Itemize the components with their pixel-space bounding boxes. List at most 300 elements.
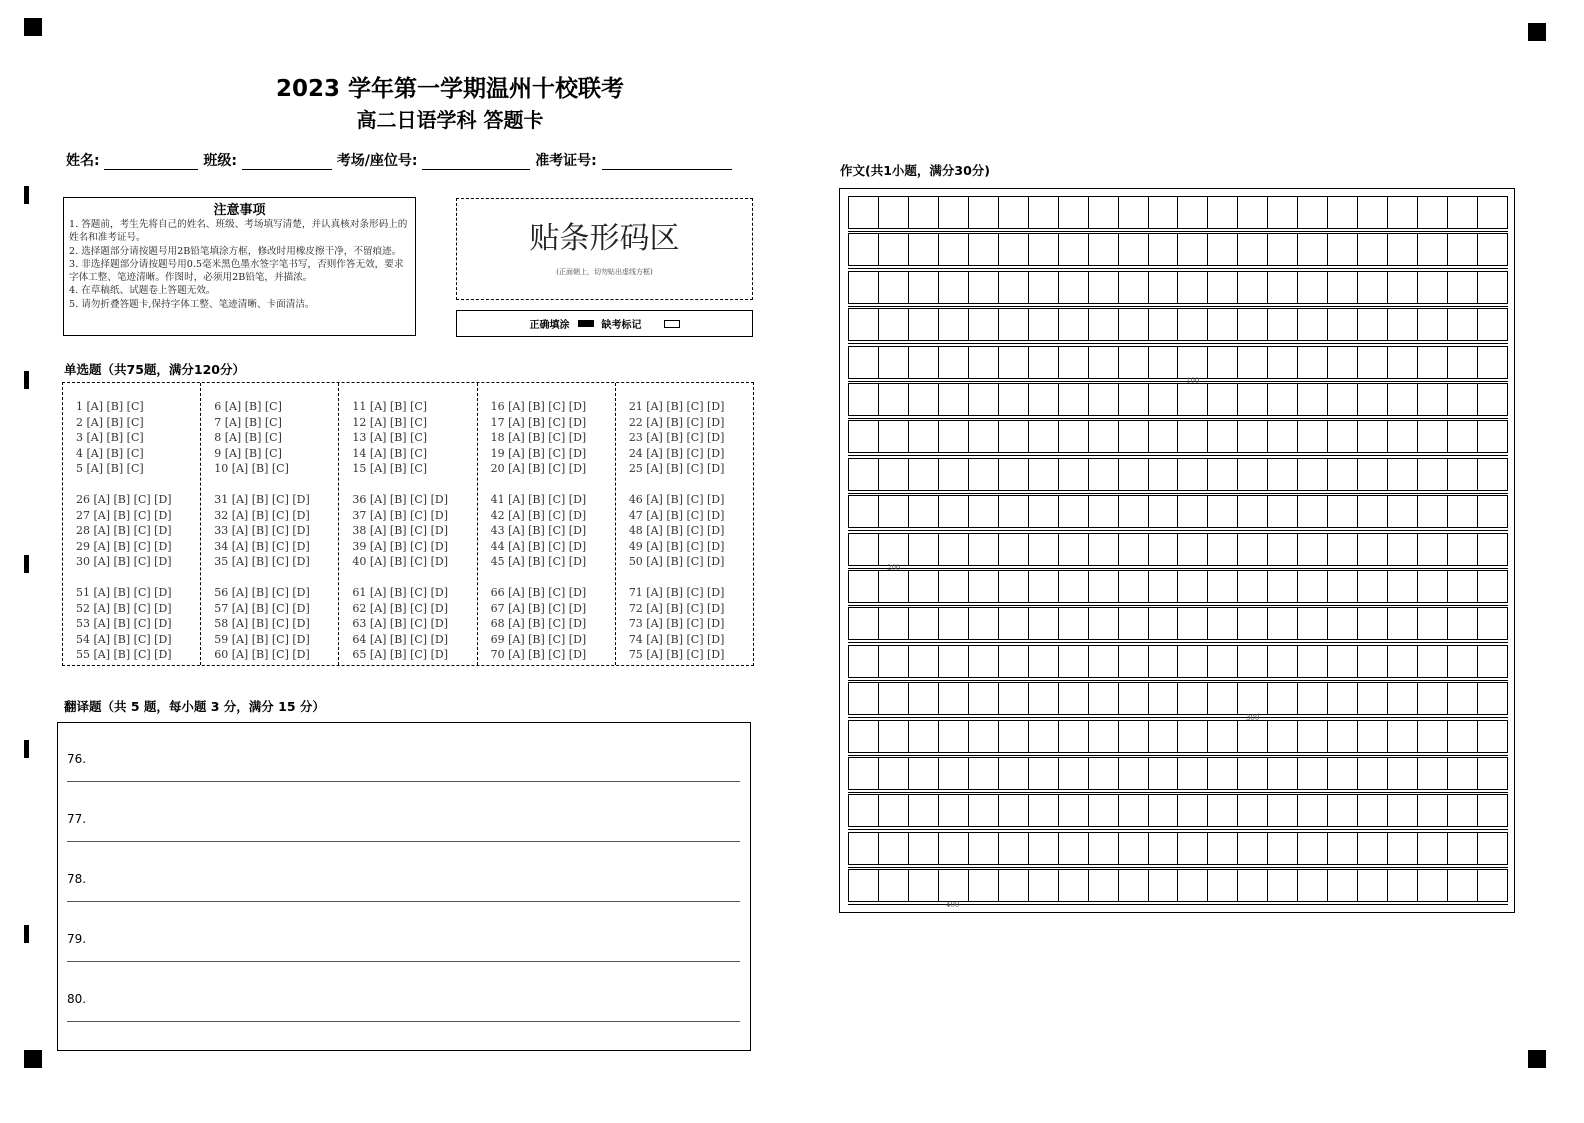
mc-question[interactable]: 66 [A] [B] [C] [D] [490,586,587,599]
essay-cell[interactable] [969,421,999,452]
essay-cell[interactable] [1358,646,1388,677]
essay-cell[interactable] [849,870,879,901]
essay-cell[interactable] [1478,870,1507,901]
essay-cell[interactable] [1448,347,1478,378]
essay-cell[interactable] [1238,870,1268,901]
essay-cell[interactable] [849,272,879,303]
essay-cell[interactable] [1478,683,1507,714]
essay-cell[interactable] [1418,459,1448,490]
essay-cell[interactable] [1029,496,1059,527]
essay-cell[interactable] [1328,795,1358,826]
essay-cell[interactable] [1178,309,1208,340]
essay-cell[interactable] [849,347,879,378]
essay-cell[interactable] [1478,496,1507,527]
essay-cell[interactable] [879,721,909,752]
essay-cell[interactable] [909,534,939,565]
essay-cell[interactable] [1328,833,1358,864]
essay-cell[interactable] [1358,571,1388,602]
essay-cell[interactable] [1238,197,1268,228]
mc-question[interactable]: 36 [A] [B] [C] [D] [352,493,448,506]
essay-cell[interactable] [909,795,939,826]
essay-cell[interactable] [999,347,1029,378]
essay-cell[interactable] [879,272,909,303]
essay-cell[interactable] [999,384,1029,415]
essay-cell[interactable] [1149,608,1179,639]
essay-cell[interactable] [1149,347,1179,378]
essay-cell[interactable] [879,496,909,527]
essay-cell[interactable] [1238,721,1268,752]
essay-cell[interactable] [1119,646,1149,677]
essay-cell[interactable] [1418,608,1448,639]
essay-cell[interactable] [1418,758,1448,789]
essay-cell[interactable] [1149,795,1179,826]
mc-question[interactable]: 1 [A] [B] [C] [76,400,144,413]
essay-cell[interactable] [1238,272,1268,303]
mc-question[interactable]: 54 [A] [B] [C] [D] [76,632,172,646]
essay-cell[interactable] [1089,870,1119,901]
mc-question[interactable]: 75 [A] [B] [C] [D] [628,648,725,661]
essay-cell[interactable] [1298,721,1328,752]
essay-cell[interactable] [1418,870,1448,901]
essay-cell[interactable] [1178,870,1208,901]
essay-cell[interactable] [1238,421,1268,452]
essay-cell[interactable] [1178,421,1208,452]
mc-question[interactable]: 53 [A] [B] [C] [D] [76,617,172,630]
essay-cell[interactable] [1178,571,1208,602]
essay-cell[interactable] [939,795,969,826]
mc-question[interactable]: 2 [A] [B] [C] [76,415,144,429]
essay-cell[interactable] [1328,646,1358,677]
essay-cell[interactable] [1149,833,1179,864]
essay-cell[interactable] [939,496,969,527]
mc-question[interactable]: 50 [A] [B] [C] [D] [628,555,725,568]
essay-cell[interactable] [1119,234,1149,265]
essay-cell[interactable] [1298,646,1328,677]
essay-cell[interactable] [1208,608,1238,639]
essay-cell[interactable] [909,646,939,677]
essay-cell[interactable] [969,309,999,340]
essay-cell[interactable] [1238,459,1268,490]
essay-cell[interactable] [1029,384,1059,415]
essay-cell[interactable] [1119,608,1149,639]
essay-cell[interactable] [1149,272,1179,303]
essay-cell[interactable] [1178,272,1208,303]
essay-cell[interactable] [1208,833,1238,864]
mc-question[interactable]: 71 [A] [B] [C] [D] [628,586,725,599]
essay-cell[interactable] [939,534,969,565]
mc-question[interactable]: 65 [A] [B] [C] [D] [352,648,448,661]
essay-cell[interactable] [1149,384,1179,415]
essay-cell[interactable] [1029,646,1059,677]
essay-cell[interactable] [909,870,939,901]
essay-cell[interactable] [849,534,879,565]
class-field[interactable] [242,155,332,170]
essay-cell[interactable] [1059,758,1089,789]
essay-cell[interactable] [849,833,879,864]
essay-cell[interactable] [1448,309,1478,340]
essay-cell[interactable] [1089,197,1119,228]
essay-cell[interactable] [1029,309,1059,340]
essay-cell[interactable] [1238,347,1268,378]
mc-question[interactable]: 5 [A] [B] [C] [76,462,144,475]
essay-cell[interactable] [1059,496,1089,527]
essay-cell[interactable] [909,197,939,228]
essay-cell[interactable] [939,571,969,602]
essay-cell[interactable] [1208,758,1238,789]
mc-question[interactable]: 70 [A] [B] [C] [D] [490,648,587,661]
essay-cell[interactable] [1178,384,1208,415]
essay-cell[interactable] [879,384,909,415]
mc-question[interactable]: 62 [A] [B] [C] [D] [352,601,448,615]
essay-cell[interactable] [1298,870,1328,901]
essay-cell[interactable] [879,309,909,340]
essay-cell[interactable] [1268,571,1298,602]
essay-cell[interactable] [1388,608,1418,639]
essay-cell[interactable] [1298,496,1328,527]
essay-cell[interactable] [1208,571,1238,602]
essay-cell[interactable] [1298,309,1328,340]
essay-cell[interactable] [1238,646,1268,677]
essay-cell[interactable] [1178,683,1208,714]
essay-cell[interactable] [999,646,1029,677]
essay-cell[interactable] [1388,197,1418,228]
mc-question[interactable]: 56 [A] [B] [C] [D] [214,586,310,599]
essay-cell[interactable] [1328,272,1358,303]
essay-cell[interactable] [1208,870,1238,901]
essay-cell[interactable] [1388,459,1418,490]
essay-cell[interactable] [1478,272,1507,303]
essay-cell[interactable] [939,758,969,789]
mc-question[interactable]: 13 [A] [B] [C] [352,431,428,444]
essay-cell[interactable] [969,347,999,378]
essay-cell[interactable] [1448,496,1478,527]
essay-cell[interactable] [1178,758,1208,789]
essay-cell[interactable] [1238,758,1268,789]
essay-cell[interactable] [1328,571,1358,602]
essay-cell[interactable] [1029,870,1059,901]
essay-cell[interactable] [969,571,999,602]
essay-cell[interactable] [1238,571,1268,602]
mc-question[interactable]: 25 [A] [B] [C] [D] [628,462,725,475]
essay-cell[interactable] [1029,721,1059,752]
essay-cell[interactable] [849,571,879,602]
essay-cell[interactable] [1089,272,1119,303]
mc-question[interactable]: 29 [A] [B] [C] [D] [76,539,172,553]
mc-question[interactable]: 47 [A] [B] [C] [D] [628,508,725,522]
absent-checkbox[interactable] [664,320,680,328]
essay-cell[interactable] [909,421,939,452]
essay-cell[interactable] [1328,496,1358,527]
essay-cell[interactable] [1208,459,1238,490]
mc-question[interactable]: 49 [A] [B] [C] [D] [628,539,725,553]
essay-cell[interactable] [1388,421,1418,452]
essay-cell[interactable] [939,309,969,340]
mc-question[interactable]: 72 [A] [B] [C] [D] [628,601,725,615]
mc-question[interactable]: 19 [A] [B] [C] [D] [490,446,587,460]
essay-cell[interactable] [969,272,999,303]
essay-cell[interactable] [879,870,909,901]
essay-cell[interactable] [1388,795,1418,826]
essay-cell[interactable] [849,234,879,265]
essay-cell[interactable] [1268,272,1298,303]
mc-question[interactable]: 20 [A] [B] [C] [D] [490,462,587,475]
essay-cell[interactable] [1448,721,1478,752]
essay-cell[interactable] [1238,234,1268,265]
mc-question[interactable]: 67 [A] [B] [C] [D] [490,601,587,615]
mc-question[interactable]: 24 [A] [B] [C] [D] [628,446,725,460]
essay-cell[interactable] [939,608,969,639]
essay-cell[interactable] [1268,197,1298,228]
mc-question[interactable]: 26 [A] [B] [C] [D] [76,493,172,506]
essay-cell[interactable] [1448,234,1478,265]
essay-cell[interactable] [879,197,909,228]
essay-cell[interactable] [1418,234,1448,265]
essay-cell[interactable] [879,758,909,789]
mc-question[interactable]: 57 [A] [B] [C] [D] [214,601,310,615]
mc-question[interactable]: 3 [A] [B] [C] [76,431,144,444]
answer-line[interactable] [67,901,740,902]
essay-cell[interactable] [1298,272,1328,303]
mc-question[interactable]: 41 [A] [B] [C] [D] [490,493,587,506]
essay-cell[interactable] [849,721,879,752]
essay-cell[interactable] [939,421,969,452]
mc-question[interactable]: 68 [A] [B] [C] [D] [490,617,587,630]
mc-question[interactable]: 12 [A] [B] [C] [352,415,428,429]
essay-cell[interactable] [1418,721,1448,752]
essay-cell[interactable] [939,384,969,415]
essay-cell[interactable] [1478,421,1507,452]
essay-cell[interactable] [1358,683,1388,714]
essay-cell[interactable] [969,496,999,527]
essay-cell[interactable] [1478,234,1507,265]
essay-cell[interactable] [1029,421,1059,452]
essay-cell[interactable] [1119,272,1149,303]
mc-question[interactable]: 32 [A] [B] [C] [D] [214,508,310,522]
essay-cell[interactable] [1358,459,1388,490]
essay-cell[interactable] [1089,309,1119,340]
essay-cell[interactable] [1119,795,1149,826]
essay-cell[interactable] [1268,833,1298,864]
essay-cell[interactable] [1089,347,1119,378]
mc-question[interactable]: 52 [A] [B] [C] [D] [76,601,172,615]
essay-cell[interactable] [1119,870,1149,901]
essay-cell[interactable] [1268,459,1298,490]
essay-cell[interactable] [1298,683,1328,714]
essay-cell[interactable] [1119,571,1149,602]
essay-cell[interactable] [1448,459,1478,490]
essay-cell[interactable] [849,608,879,639]
mc-question[interactable]: 30 [A] [B] [C] [D] [76,555,172,568]
essay-cell[interactable] [1149,459,1179,490]
essay-cell[interactable] [879,833,909,864]
essay-cell[interactable] [939,459,969,490]
essay-cell[interactable] [1178,833,1208,864]
mc-question[interactable]: 46 [A] [B] [C] [D] [628,493,725,506]
essay-cell[interactable] [1029,683,1059,714]
essay-cell[interactable] [969,534,999,565]
essay-cell[interactable] [1238,795,1268,826]
essay-cell[interactable] [1149,683,1179,714]
mc-question[interactable]: 27 [A] [B] [C] [D] [76,508,172,522]
essay-cell[interactable] [1029,571,1059,602]
essay-cell[interactable] [1119,534,1149,565]
essay-cell[interactable] [1298,197,1328,228]
essay-cell[interactable] [1388,384,1418,415]
essay-cell[interactable] [1478,384,1507,415]
essay-cell[interactable] [1029,234,1059,265]
essay-cell[interactable] [1178,646,1208,677]
essay-cell[interactable] [999,795,1029,826]
essay-cell[interactable] [1328,608,1358,639]
essay-cell[interactable] [1358,721,1388,752]
essay-cell[interactable] [1238,309,1268,340]
essay-cell[interactable] [1149,534,1179,565]
essay-cell[interactable] [1448,646,1478,677]
essay-cell[interactable] [1208,534,1238,565]
essay-cell[interactable] [1178,347,1208,378]
mc-question[interactable]: 6 [A] [B] [C] [214,400,282,413]
mc-question[interactable]: 15 [A] [B] [C] [352,462,428,475]
essay-cell[interactable] [1059,571,1089,602]
essay-cell[interactable] [909,571,939,602]
essay-cell[interactable] [1388,234,1418,265]
mc-question[interactable]: 11 [A] [B] [C] [352,400,428,413]
essay-cell[interactable] [1328,347,1358,378]
essay-cell[interactable] [1268,608,1298,639]
essay-cell[interactable] [999,496,1029,527]
essay-cell[interactable] [1388,683,1418,714]
essay-cell[interactable] [1268,646,1298,677]
essay-cell[interactable] [1208,646,1238,677]
essay-cell[interactable] [1208,197,1238,228]
essay-cell[interactable] [1298,534,1328,565]
essay-cell[interactable] [1418,646,1448,677]
essay-cell[interactable] [1478,347,1507,378]
essay-cell[interactable] [969,758,999,789]
essay-cell[interactable] [999,758,1029,789]
essay-cell[interactable] [1388,758,1418,789]
essay-cell[interactable] [849,459,879,490]
essay-cell[interactable] [969,870,999,901]
essay-cell[interactable] [999,197,1029,228]
essay-cell[interactable] [1059,459,1089,490]
essay-cell[interactable] [999,721,1029,752]
essay-cell[interactable] [1089,571,1119,602]
essay-cell[interactable] [1059,608,1089,639]
essay-cell[interactable] [1178,496,1208,527]
essay-cell[interactable] [1119,197,1149,228]
essay-cell[interactable] [1328,234,1358,265]
essay-cell[interactable] [1478,197,1507,228]
essay-cell[interactable] [1149,646,1179,677]
essay-cell[interactable] [1089,534,1119,565]
essay-cell[interactable] [939,234,969,265]
essay-cell[interactable] [1418,795,1448,826]
essay-cell[interactable] [1358,234,1388,265]
essay-cell[interactable] [999,309,1029,340]
essay-cell[interactable] [1208,272,1238,303]
essay-cell[interactable] [999,683,1029,714]
essay-cell[interactable] [1119,683,1149,714]
essay-cell[interactable] [1089,608,1119,639]
mc-question[interactable]: 61 [A] [B] [C] [D] [352,586,448,599]
essay-cell[interactable] [1418,309,1448,340]
essay-cell[interactable] [969,197,999,228]
essay-cell[interactable] [1238,683,1268,714]
essay-cell[interactable] [1059,646,1089,677]
essay-cell[interactable] [1089,721,1119,752]
essay-cell[interactable] [1448,571,1478,602]
essay-cell[interactable] [1328,721,1358,752]
essay-cell[interactable] [1478,721,1507,752]
essay-cell[interactable] [999,272,1029,303]
essay-cell[interactable] [909,347,939,378]
essay-cell[interactable] [1178,459,1208,490]
essay-cell[interactable] [1478,534,1507,565]
essay-cell[interactable] [999,459,1029,490]
essay-cell[interactable] [1059,347,1089,378]
essay-cell[interactable] [1089,234,1119,265]
mc-question[interactable]: 58 [A] [B] [C] [D] [214,617,310,630]
mc-question[interactable]: 55 [A] [B] [C] [D] [76,648,172,661]
essay-cell[interactable] [1418,833,1448,864]
essay-cell[interactable] [879,571,909,602]
essay-cell[interactable] [1059,870,1089,901]
essay-cell[interactable] [909,721,939,752]
room-seat-field[interactable] [422,155,530,170]
essay-cell[interactable] [849,496,879,527]
mc-question[interactable]: 59 [A] [B] [C] [D] [214,632,310,646]
essay-cell[interactable] [1268,721,1298,752]
essay-cell[interactable] [1448,534,1478,565]
essay-cell[interactable] [1358,309,1388,340]
essay-cell[interactable] [999,571,1029,602]
essay-cell[interactable] [1089,459,1119,490]
essay-cell[interactable] [1268,384,1298,415]
essay-cell[interactable] [1208,496,1238,527]
essay-cell[interactable] [1029,459,1059,490]
essay-cell[interactable] [1388,721,1418,752]
essay-cell[interactable] [879,683,909,714]
essay-cell[interactable] [1208,683,1238,714]
essay-cell[interactable] [1059,534,1089,565]
essay-cell[interactable] [1478,833,1507,864]
essay-cell[interactable] [1358,421,1388,452]
essay-cell[interactable] [1059,833,1089,864]
essay-cell[interactable] [1418,571,1448,602]
essay-cell[interactable] [1059,234,1089,265]
essay-cell[interactable] [1089,421,1119,452]
essay-cell[interactable] [909,459,939,490]
mc-question[interactable]: 60 [A] [B] [C] [D] [214,648,310,661]
mc-question[interactable]: 69 [A] [B] [C] [D] [490,632,587,646]
essay-cell[interactable] [1208,347,1238,378]
mc-question[interactable]: 34 [A] [B] [C] [D] [214,539,310,553]
mc-question[interactable]: 51 [A] [B] [C] [D] [76,586,172,599]
essay-cell[interactable] [909,234,939,265]
essay-cell[interactable] [909,758,939,789]
essay-cell[interactable] [879,234,909,265]
essay-cell[interactable] [1358,496,1388,527]
mc-question[interactable]: 8 [A] [B] [C] [214,431,282,444]
essay-cell[interactable] [1178,234,1208,265]
essay-cell[interactable] [1448,608,1478,639]
essay-cell[interactable] [1089,646,1119,677]
essay-cell[interactable] [1029,272,1059,303]
essay-cell[interactable] [1238,833,1268,864]
essay-cell[interactable] [969,608,999,639]
essay-cell[interactable] [1119,833,1149,864]
